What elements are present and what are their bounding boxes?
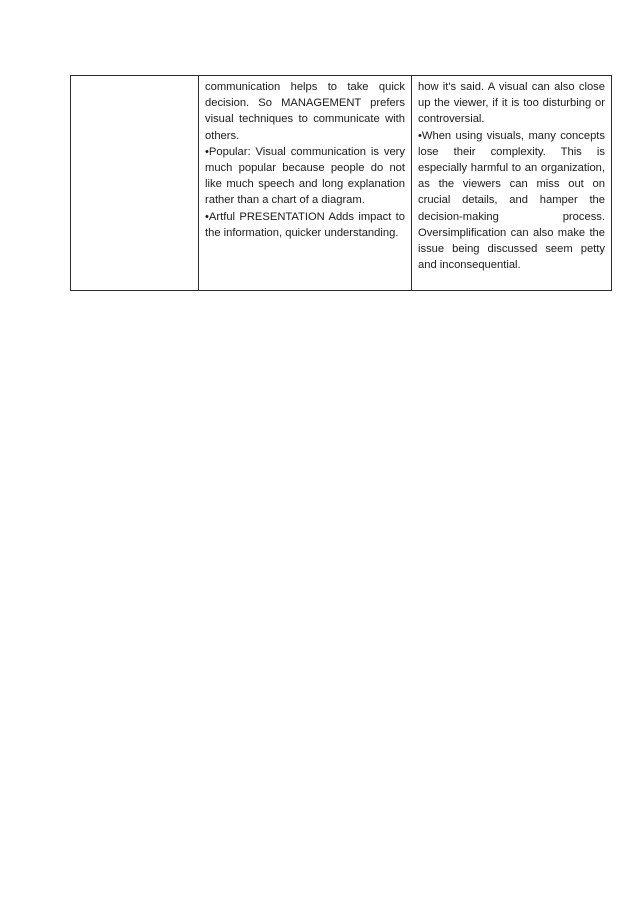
table-cell-advantages	[199, 76, 412, 291]
table-row	[71, 76, 612, 291]
table-cell-label	[71, 76, 199, 291]
paragraph: how it's said. A visual can also close up the viewer, if it is too disturbing or controversial.	[418, 81, 605, 126]
paragraph: •When using visuals, many concepts lose their complexity. This is especially harmful to an organization, as the viewers can miss out on crucial details, and hamper the decision-making process. Oversimplification can also make the issue being discussed seem petty and inconsequential.	[418, 129, 605, 272]
content-table	[70, 75, 612, 291]
paragraph: •Artful PRESENTATION Adds impact to the information, quicker understanding.	[205, 210, 405, 239]
table-cell-disadvantages	[412, 76, 612, 291]
paragraph: communication helps to take quick decision. So MANAGEMENT prefers visual techniques to communicate with others.	[205, 81, 405, 142]
paragraph: •Popular: Visual communication is very much popular because people do not like much speech and long explanation rather than a chart of a diagram.	[205, 145, 405, 207]
